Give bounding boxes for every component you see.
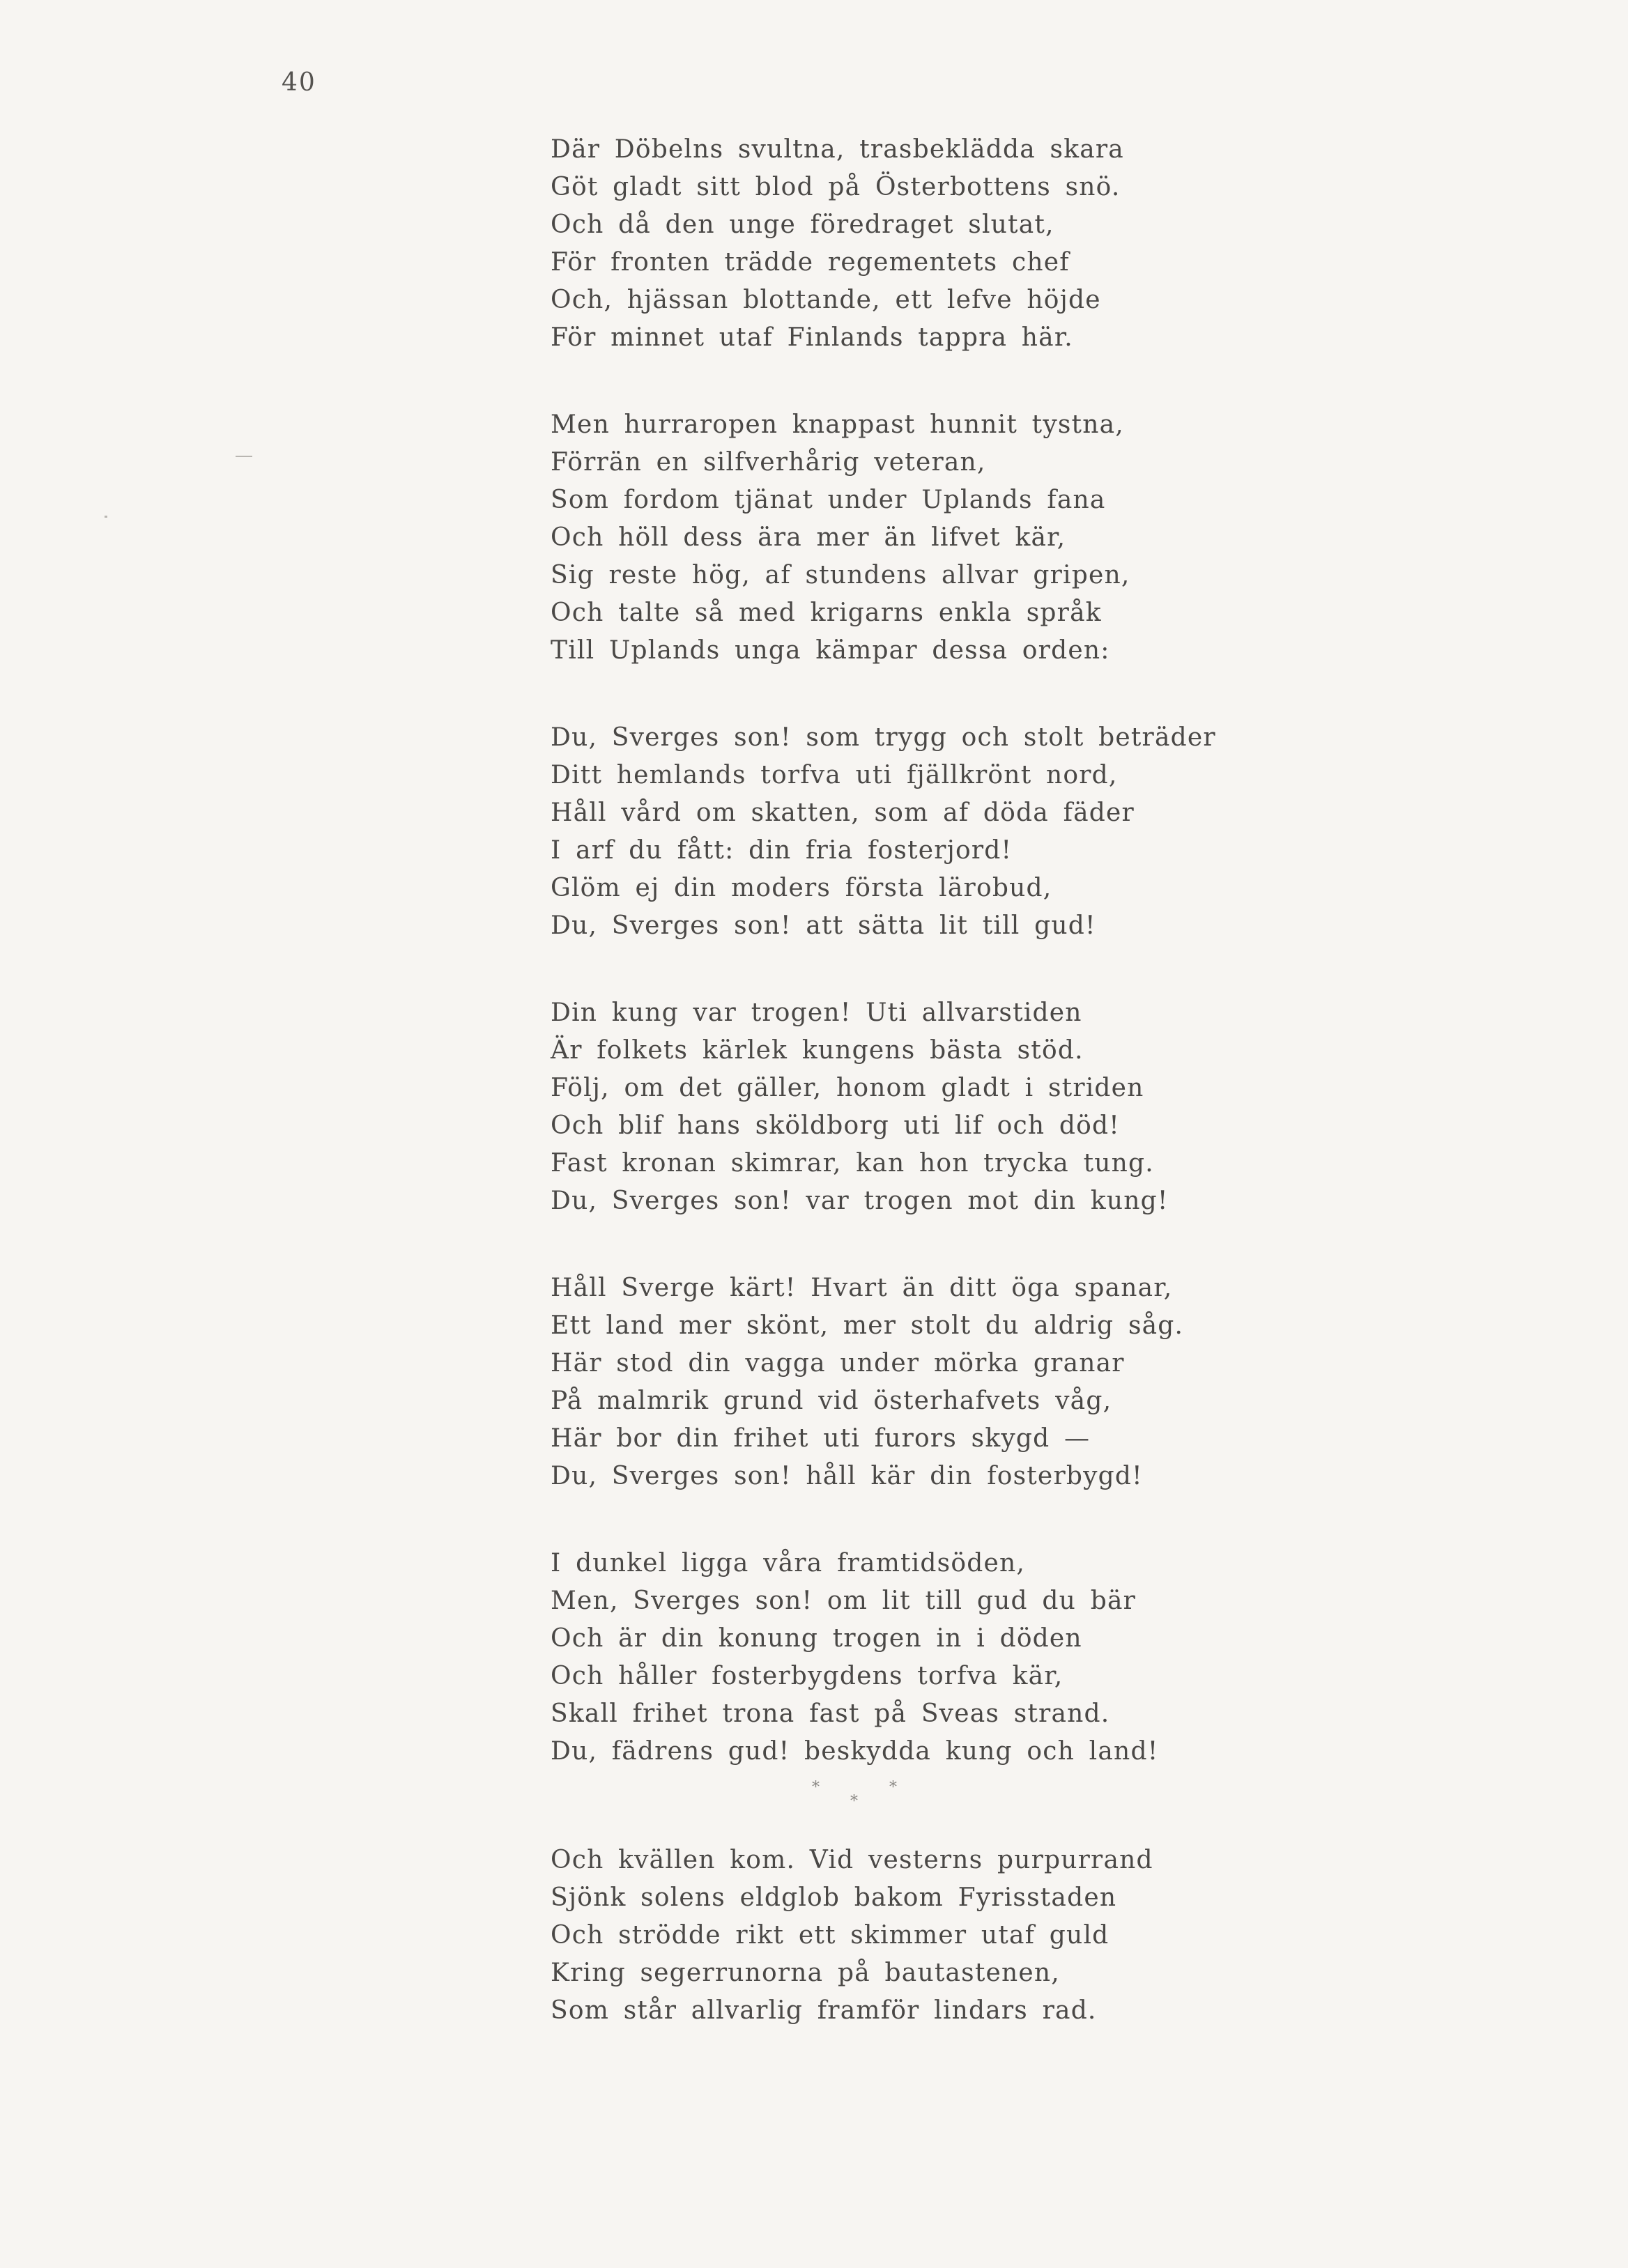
poem-line: Men hurraropen knappast hunnit tystna, [551, 410, 1124, 439]
poem-line: Och då den unge föredraget slutat, [551, 210, 1054, 239]
poem-line: Du, Sverges son! som trygg och stolt beträder [551, 723, 1216, 752]
poem-line: Som står allvarlig framför lindars rad. [551, 1996, 1097, 2025]
poem-line: För fronten trädde regementets chef [551, 248, 1070, 277]
poem-line: Håll Sverge kärt! Hvart än ditt öga spanar, [551, 1274, 1173, 1302]
poem-line: Sjönk solens eldglob bakom Fyrisstaden [551, 1883, 1117, 1912]
asterisk: * [889, 1779, 897, 1796]
page-number: 40 [282, 68, 316, 97]
poem-line: Och håller fosterbygdens torfva kär, [551, 1662, 1063, 1690]
asterisk: * [812, 1779, 820, 1796]
poem-line: Och höll dess ära mer än lifvet kär, [551, 523, 1066, 552]
poem [551, 131, 1373, 2030]
poem-line: Fast kronan skimrar, kan hon trycka tung. [551, 1149, 1154, 1178]
poem-line: Och blif hans sköldborg uti lif och död! [551, 1111, 1120, 1140]
poem-line: Och strödde rikt ett skimmer utaf guld [551, 1921, 1109, 1950]
stanza [551, 994, 1373, 1220]
poem-line: Du, Sverges son! var trogen mot din kung! [551, 1187, 1169, 1215]
poem-line: Kring segerrunorna på bautastenen, [551, 1959, 1060, 1987]
stanza [551, 1545, 1373, 1771]
poem-line: Och, hjässan blottande, ett lefve höjde [551, 286, 1101, 314]
poem-line: För minnet utaf Finlands tappra här. [551, 323, 1073, 352]
poem-line: Förrän en silfverhårig veteran, [551, 448, 986, 477]
asterisk: * [850, 1793, 858, 1810]
poem-line: Du, fädrens gud! beskydda kung och land! [551, 1737, 1159, 1766]
poem-line: Här bor din frihet uti furors skygd — [551, 1424, 1091, 1453]
poem-line: Sig reste hög, af stundens allvar gripen, [551, 561, 1130, 589]
stanza [551, 131, 1373, 357]
poem-line: Din kung var trogen! Uti allvarstiden [551, 998, 1082, 1027]
poem-line: Ett land mer skönt, mer stolt du aldrig såg. [551, 1311, 1184, 1340]
poem-line: Som fordom tjänat under Uplands fana [551, 486, 1106, 514]
poem-line: Du, Sverges son! att sätta lit till gud! [551, 911, 1096, 940]
poem-line: Till Uplands unga kämpar dessa orden: [551, 636, 1110, 665]
poem-line: Skall frihet trona fast på Sveas strand. [551, 1699, 1110, 1728]
poem-line: Där Döbelns svultna, trasbeklädda skara [551, 135, 1124, 164]
poem-line: Följ, om det gäller, honom gladt i striden [551, 1074, 1144, 1102]
stanza [551, 1842, 1373, 2030]
poem-line: Göt gladt sitt blod på Österbottens snö. [551, 173, 1121, 201]
margin-mark [236, 456, 252, 457]
stanza [551, 1270, 1373, 1495]
poem-line: Håll vård om skatten, som af döda fäder [551, 799, 1135, 827]
margin-mark [105, 516, 107, 518]
poem-line: Och talte så med krigarns enkla språk [551, 599, 1102, 627]
section-separator [551, 1779, 899, 1842]
poem-line: Ditt hemlands torfva uti fjällkrönt nord, [551, 761, 1118, 789]
poem-line: Och är din konung trogen in i döden [551, 1624, 1082, 1653]
stanza [551, 719, 1373, 945]
poem-line: På malmrik grund vid österhafvets våg, [551, 1387, 1112, 1415]
poem-line: Du, Sverges son! håll kär din fosterbygd! [551, 1462, 1143, 1490]
stanza [551, 406, 1373, 670]
poem-line: Och kvällen kom. Vid vesterns purpurrand [551, 1846, 1153, 1874]
poem-line: Glöm ej din moders första lärobud, [551, 874, 1052, 902]
poem-line: Är folkets kärlek kungens bästa stöd. [551, 1036, 1084, 1065]
poem-line: I dunkel ligga våra framtidsöden, [551, 1549, 1025, 1577]
poem-line: Här stod din vagga under mörka granar [551, 1349, 1125, 1378]
poem-line: I arf du fått: din fria fosterjord! [551, 836, 1013, 865]
poem-line: Men, Sverges son! om lit till gud du bär [551, 1587, 1137, 1615]
